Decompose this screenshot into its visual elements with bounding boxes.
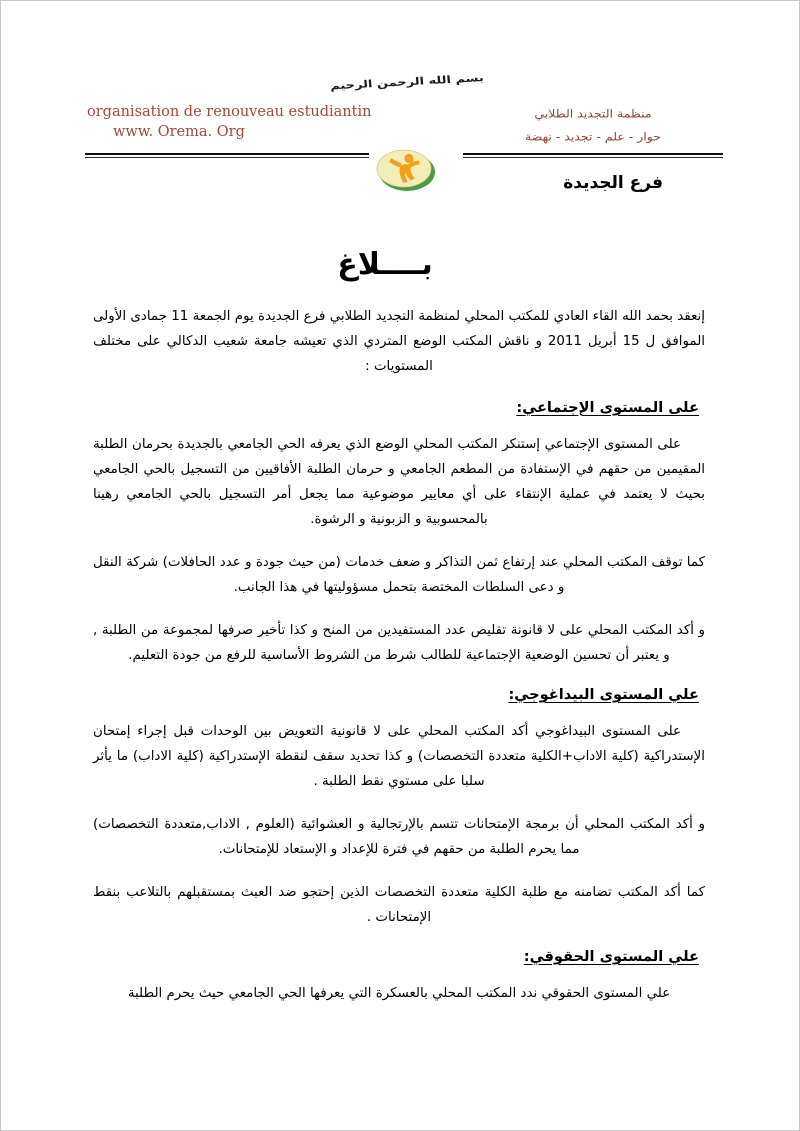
- intro-paragraph: إنعقد بحمد الله القاء العادي للمكتب المحلي لمنظمة التجديد الطلابي فرع الجديدة يوم الجمعة 11 جمادى الأولى الموافق ل 15 أبريل 2011 و ناقش المكتب الوضع المتردي الذي تعيشه جامعة شعيب الدكالي على مختلف المستويات :: [93, 309, 705, 374]
- section-heading-pedagogical: علي المستوى البيداغوجي:: [508, 686, 699, 703]
- pedagogical-paragraph-2: و أكد المكتب المحلي أن برمجة الإمتحانات تتسم بالإرتجالية و العشوائية (العلوم , الاداب,متعددة التخصصات) مما يحرم الطلبة من حقهم في فترة للإعداد و الإستعاد للإمتحانات.: [93, 817, 705, 857]
- document-body: [85, 247, 713, 1024]
- social-paragraph-3: و أكد المكتب المحلي على لا قانونة تقليص عدد المستفيدين من المنح و كذا تأخير صرفها لمجموعة من الطلبة , و يعتبر أن تحسين الوضعية الإجتماعية للطالب شرط من الشروط الأساسية للرفع من جودة التعليم.: [93, 623, 705, 663]
- branch-name: فرع الجديدة: [563, 173, 663, 193]
- header-rule-left: [85, 153, 369, 160]
- orema-logo-icon: [375, 145, 437, 193]
- organization-website[interactable]: www. Orema. Org: [113, 124, 245, 140]
- letterhead-left-block: [87, 102, 399, 143]
- social-paragraph-1: على المستوى الإجتماعي إستنكر المكتب المحلي الوضع الذي يعرفه الحي الجامعي بالجديدة بحرمان الطلبة المقيمين من حقهم في الإستفادة من المطعم الجامعي و حرمان الطلبة الأفاقيين من التسجيل بالحي الجامعي بحيث لا يعتمد في عملية الإنتقاء على أي معايير موضوعية مما يجعل أمر التسجيل بالحي الجامعي رهينا بالمحسوبية و الزبونية و الرشوة.: [93, 437, 705, 527]
- arabic-slogan: حوار - علم - تجديد - نهضة: [525, 129, 661, 144]
- header-rule-right: [463, 153, 723, 160]
- rights-paragraph-1: علي المستوى الحقوقي ندد المكتب المحلي بالعسكرة التي يعرفها الحي الجامعي حيث يحرم الطلبة: [127, 986, 671, 1001]
- pedagogical-paragraph-1: على المستوى البيداغوجي أكد المكتب المحلي على لا قانونية التعويض بين الوحدات قبل إجراء إمتحان الإستدراكية (كلية الاداب+الكلية متعددة التخصصات) و كذا تحديد سقف لنقطة الإستدراكية (كلية الاداب) ما يأثر سلبا على مستوي نقط الطلبة .: [93, 724, 705, 789]
- section-heading-social: على المستوى الإجتماعي:: [516, 399, 699, 416]
- arabic-organization-name: منظمة التجديد الطلابي: [534, 106, 652, 121]
- page-title: بــــلاغ: [337, 247, 433, 282]
- french-organization-name: organisation de renouveau estudiantin: [87, 104, 372, 120]
- section-heading-rights: علي المستوى الحقوقي:: [523, 948, 699, 965]
- social-paragraph-2: كما توقف المكتب المحلي عند إرتفاع ثمن التذاكر و ضعف خدمات (من حيث جودة و عدد الحافلات) شركة النقل و دعى السلطات المختصة بتحمل مسؤوليتها في هذا الجانب.: [93, 555, 705, 595]
- page-sheet: [1, 1, 799, 1130]
- letterhead: [79, 72, 725, 205]
- basmala-calligraphy: بسم الله الرحمن الرحيم: [329, 72, 485, 93]
- letterhead-right-block: [463, 103, 723, 148]
- pedagogical-paragraph-3: كما أكد المكتب تضامنه مع طلبة الكلية متعددة التخصصات الذين إحتجو ضد العبث بمستقبلهم بالتلاعب بنقط الإمتحانات .: [93, 885, 705, 925]
